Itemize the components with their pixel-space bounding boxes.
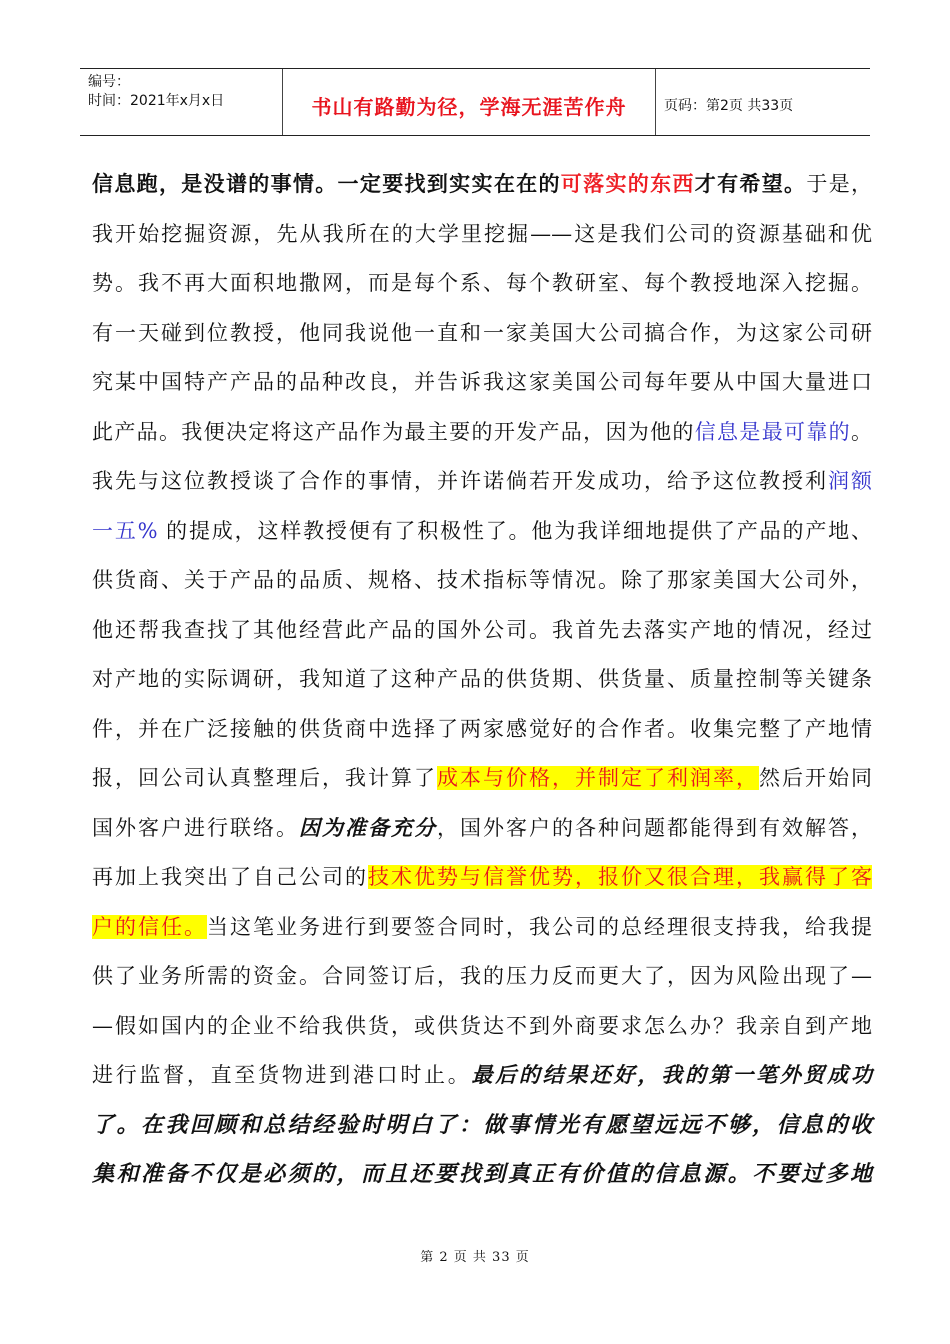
bold-italic-text: 了。在我回顾和总结经验时明白了：做事情光有愿望远远不够，信息的收 xyxy=(92,1111,872,1138)
text-line: —假如国内的企业不给我供货，或供货达不到外商要求怎么办？我亲自到产地 xyxy=(92,1013,872,1038)
text-span: 进行监督，直至货物进到港口时止。 xyxy=(92,1063,472,1087)
text-span: 的提成，这样教授便有了积极性了。他为我详细地提供了产品的产地、 xyxy=(157,518,872,543)
body-text xyxy=(92,166,872,1206)
blue-text: 信息是最可靠的 xyxy=(694,419,851,444)
blue-text: 一五% xyxy=(92,518,158,543)
text-span: 然后开始同 xyxy=(759,766,872,790)
highlighted-text: 成本与价格，并制定了利润率， xyxy=(437,766,759,790)
header-page-info: 页码：第2页 共33页 xyxy=(664,98,794,114)
text-span: ，国外客户的各种问题都能得到有效解答， xyxy=(437,815,872,840)
text-line xyxy=(92,463,872,513)
text-line xyxy=(92,760,872,810)
text-line: 有一天碰到位教授，他同我说他一直和一家美国大公司搞合作，为这家公司研 xyxy=(92,320,872,345)
document-date: 时间：2021年x月x日 xyxy=(88,93,225,109)
text-line xyxy=(92,1107,872,1157)
text-span: 于是， xyxy=(806,172,873,196)
text-line: 供了业务所需的资金。合同签订后，我的压力反而更大了，因为风险出现了— xyxy=(92,964,872,988)
text-line xyxy=(92,810,872,860)
text-line: 我开始挖掘资源，先从我所在的大学里挖掘——这是我们公司的资源基础和优 xyxy=(92,221,872,246)
text-span: 当这笔业务进行到要签合同时，我公司的总经理很支持我，给我提 xyxy=(207,914,872,939)
text-line: 对产地的实际调研，我知道了这种产品的供货期、供货量、质量控制等关键条 xyxy=(92,667,872,691)
text-line xyxy=(92,859,872,909)
text-span: 。 xyxy=(851,419,872,444)
text-line: 究某中国特产产品的品种改良，并告诉我这家美国公司每年要从中国大量进口 xyxy=(92,370,872,394)
bold-italic-text: 最后的结果还好，我的第一笔外贸成功 xyxy=(471,1062,872,1087)
bold-italic-text: 因为准备充分 xyxy=(299,814,437,840)
header-motto: 书山有路勤为径，学海无涯苦作舟 xyxy=(283,69,656,135)
document-number-label: 编号： xyxy=(88,74,130,90)
page-footer: 第 2 页 共 33 页 xyxy=(420,1250,530,1265)
text-line xyxy=(92,909,872,959)
text-line: 供货商、关于产品的品质、规格、技术指标等情况。除了那家美国大公司外， xyxy=(92,568,872,592)
text-span: 国外客户进行联络。 xyxy=(92,815,299,840)
blue-text: 润额 xyxy=(828,469,872,493)
text-span: 再加上我突出了自己公司的 xyxy=(92,865,368,889)
text-span: 此产品。我便决定将这产品作为最主要的开发产品，因为他的 xyxy=(92,419,695,444)
bold-text: 才有希望。 xyxy=(694,171,807,196)
bold-italic-text: 集和准备不仅是必须的，而且还要找到真正有价值的信息源。不要过多地 xyxy=(92,1161,872,1187)
document-header xyxy=(80,68,870,136)
text-line xyxy=(92,1156,872,1206)
text-line xyxy=(92,166,872,216)
header-meta xyxy=(80,69,283,135)
text-line xyxy=(92,1057,872,1107)
text-line: 势。我不再大面积地撒网，而是每个系、每个教研室、每个教授地深入挖掘。 xyxy=(92,271,872,295)
text-line xyxy=(92,414,872,464)
highlighted-text: 户的信任。 xyxy=(92,914,207,939)
text-span: 报，回公司认真整理后，我计算了 xyxy=(92,766,437,790)
text-line: 他还帮我查找了其他经营此产品的国外公司。我首先去落实产地的情况，经过 xyxy=(92,617,872,642)
text-line: 件，并在广泛接触的供货商中选择了两家感觉好的合作者。收集完整了产地情 xyxy=(92,716,872,741)
bold-text: 信息跑，是没谱的事情。一定要找到实实在在的 xyxy=(92,171,561,196)
highlighted-text: 技术优势与信誉优势，报价又很合理，我赢得了客 xyxy=(368,865,872,889)
text-line xyxy=(92,513,872,563)
text-span: 我先与这位教授谈了合作的事情，并许诺倘若开发成功，给予这位教授利 xyxy=(92,469,828,493)
red-bold-text: 可落实的东西 xyxy=(560,171,695,196)
